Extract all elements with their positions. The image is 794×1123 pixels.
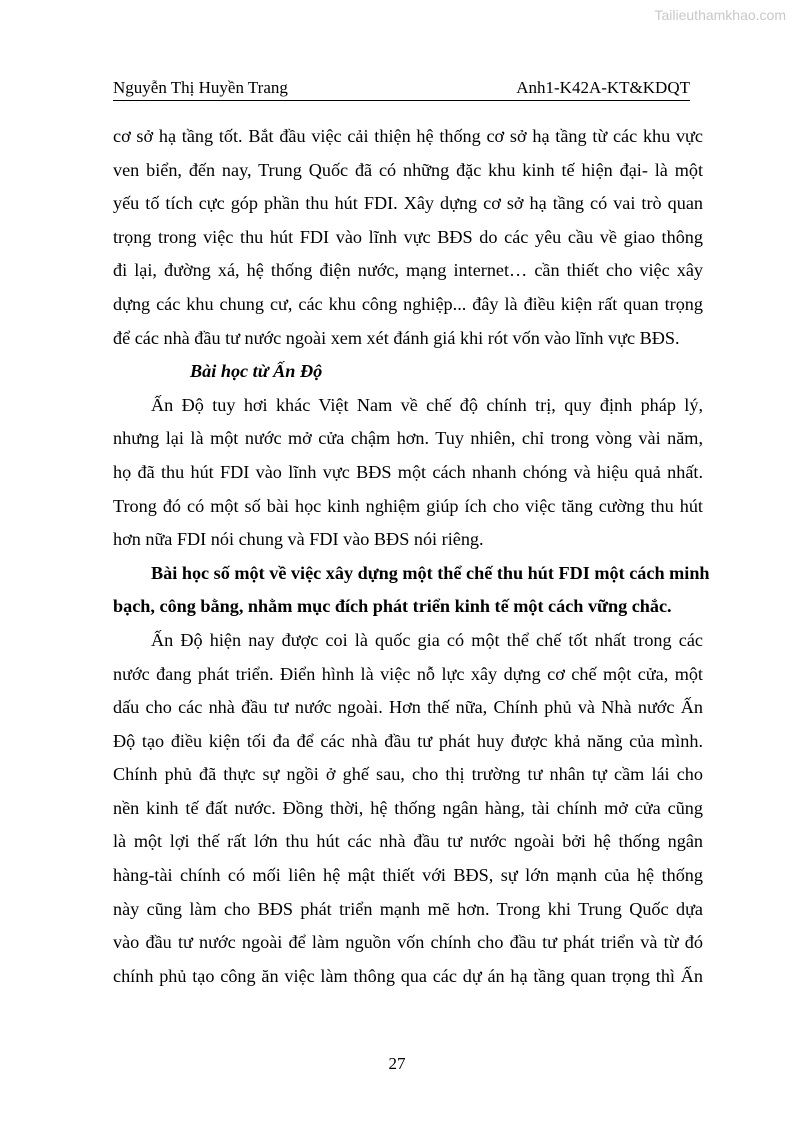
text-line: họ đã thu hút FDI vào lĩnh vực BĐS một cách nhanh chóng và hiệu quả nhất. — [113, 461, 703, 482]
text-line: Ấn Độ tuy hơi khác Việt Nam về chế độ chính trị, quy định pháp lý, — [151, 394, 703, 415]
text-line: cơ sở hạ tầng tốt. Bắt đầu việc cải thiện hệ thống cơ sở hạ tầng từ các khu vực — [113, 126, 703, 146]
text-line: nền kinh tế đất nước. Đồng thời, hệ thống ngân hàng, tài chính mở cửa cũng — [113, 797, 703, 818]
header-class-code: Anh1-K42A-KT&KDQT — [516, 78, 690, 97]
text-line: dấu cho các nhà đầu tư nước ngoài. Hơn thế nữa, Chính phủ và Nhà nước Ấn — [113, 697, 703, 718]
text-line: bạch, công bằng, nhằm mục đích phát triển kinh tế một cách vững chắc. — [113, 596, 672, 617]
text-line: này cũng làm cho BĐS phát triển mạnh mẽ hơn. Trong khi Trung Quốc dựa — [113, 898, 703, 919]
text-line: đi lại, đường xá, hệ thống điện nước, mạng internet… cần thiết cho việc xây — [113, 260, 703, 281]
text-line: hơn nữa FDI nói chung và FDI vào BĐS nói riêng. — [113, 529, 484, 550]
text-line: Độ tạo điều kiện tối đa để các nhà đầu tư phát huy được khả năng của mình. — [113, 730, 703, 751]
section-subheading: Bài học từ Ấn Độ — [190, 361, 323, 382]
document-body — [113, 120, 710, 993]
text-line: nước đang phát triển. Điển hình là việc nỗ lực xây dựng cơ chế một cửa, một — [113, 663, 703, 684]
text-line: nhưng lại là một nước mở cửa chậm hơn. Tuy nhiên, chỉ trong vòng vài năm, — [113, 428, 703, 449]
paragraph-infrastructure — [113, 120, 703, 355]
lesson-one-heading — [113, 557, 710, 624]
text-line: yếu tố tích cực góp phần thu hút FDI. Xây dựng cơ sở hạ tầng có vai trò quan — [113, 193, 703, 214]
text-line: Bài học số một về việc xây dựng một thể chế thu hút FDI một cách minh — [151, 562, 710, 583]
text-line: Ấn Độ hiện nay được coi là quốc gia có một thể chế tốt nhất trong các — [151, 629, 703, 650]
text-line: vào đầu tư nước ngoài để làm nguồn vốn chính cho đầu tư phát triển và từ đó — [113, 932, 703, 953]
text-line: dựng các khu chung cư, các khu công nghiệp... đây là điều kiện rất quan trọng — [113, 293, 703, 314]
text-line: là một lợi thế rất lớn thu hút các nhà đầu tư nước ngoài bởi hệ thống ngân — [113, 831, 703, 852]
text-line: chính phủ tạo công ăn việc làm thông qua các dự án hạ tầng quan trọng thì Ấn — [113, 965, 703, 986]
text-line: Chính phủ đã thực sự ngồi ở ghế sau, cho thị trường tư nhân tự cầm lái cho — [113, 764, 703, 785]
watermark: Tailieuthamkhao.com — [654, 7, 786, 23]
header-author: Nguyễn Thị Huyền Trang — [113, 78, 288, 97]
text-line: trọng trong việc thu hút FDI vào lĩnh vực BĐS do các yêu cầu về giao thông — [113, 226, 703, 247]
paragraph-india-institution — [113, 624, 703, 994]
text-line: hàng-tài chính có mối liên hệ mật thiết với BĐS, sự lớn mạnh của hệ thống — [113, 865, 703, 886]
text-line: ven biển, đến nay, Trung Quốc đã có những đặc khu kinh tế hiện đại- là một — [113, 159, 703, 180]
text-line: để các nhà đầu tư nước ngoài xem xét đánh giá khi rót vốn vào lĩnh vực BĐS. — [113, 327, 680, 348]
text-line: Trong đó có một số bài học kinh nghiệm giúp ích cho việc tăng cường thu hút — [113, 495, 703, 516]
page-number: 27 — [388, 1054, 406, 1073]
page-header — [113, 78, 690, 101]
paragraph-india-intro — [113, 389, 703, 557]
